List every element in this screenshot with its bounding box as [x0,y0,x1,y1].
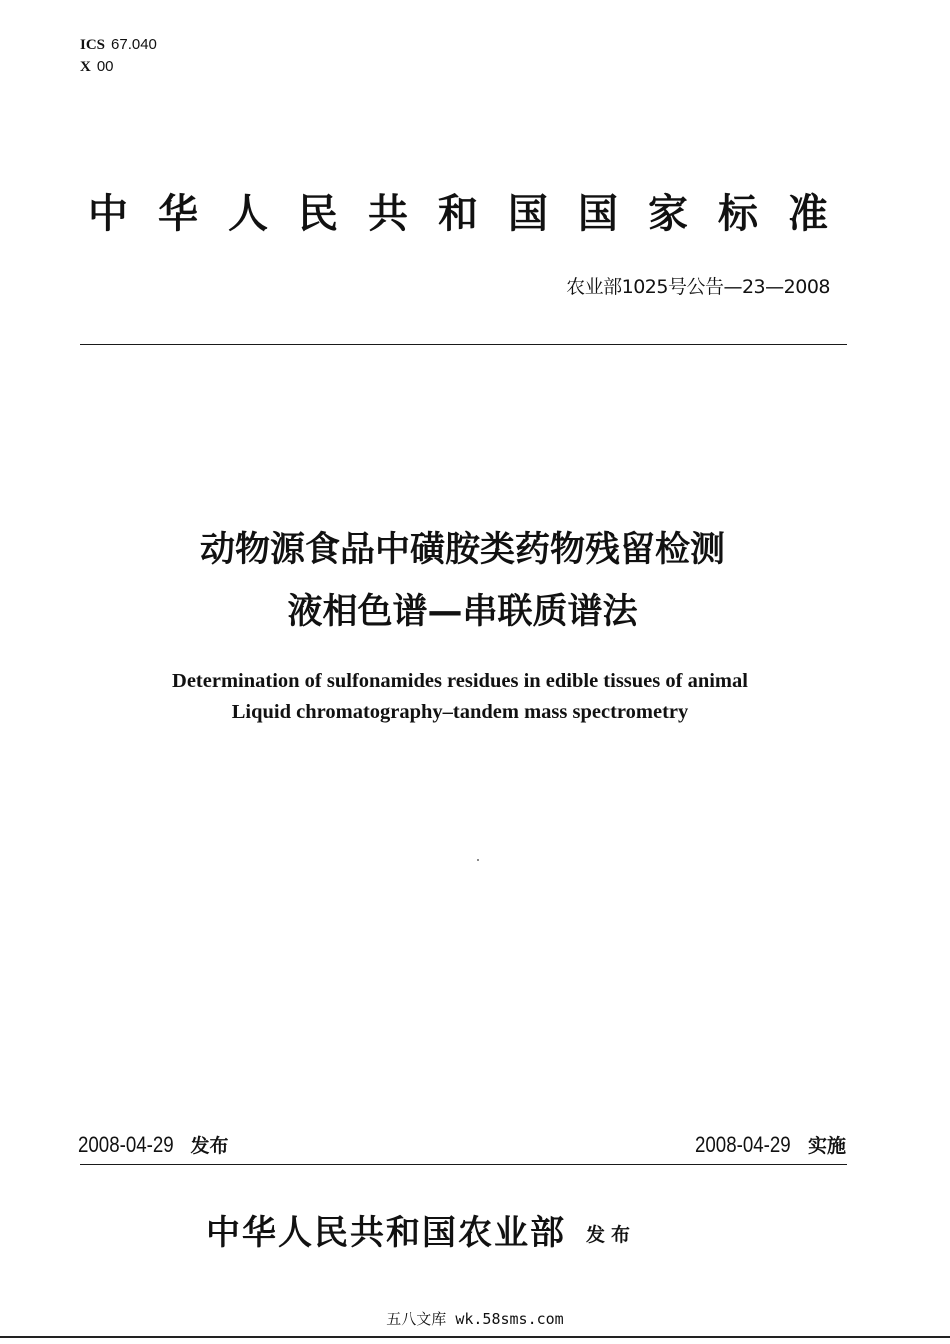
issuer-block [206,1205,636,1254]
issue-date-block [78,1130,229,1161]
ics-label: ICS [80,37,106,53]
classification-codes [80,34,157,78]
class-code-row [80,56,157,78]
implement-label: 实施 [807,1135,846,1157]
standard-number: 农业部1025号公告—23—2008 [566,276,830,298]
footer-watermark: 五八文库 wk.58sms.com [386,1310,564,1328]
issue-date: 2008-04-29 [78,1132,174,1157]
title-english-line-1: Determination of sulfonamides residues in edible tissues of animal [172,670,748,692]
scan-speck [477,859,479,861]
class-label: X [80,59,91,75]
issuer-action: 发布 [586,1224,637,1246]
bottom-divider [80,1164,847,1165]
title-english-line-2: Liquid chromatography–tandem mass spectrometry [231,701,689,723]
issue-label: 发布 [190,1135,229,1157]
implement-date: 2008-04-29 [695,1132,792,1157]
issuer-name: 中华人民共和国农业部 [206,1213,566,1253]
footer-line [0,1336,950,1338]
ics-code-row [80,34,157,56]
top-divider [80,344,847,345]
implement-date-block [695,1130,846,1161]
national-standard-heading: 中华人民共和国国家标准 [88,191,858,237]
class-value: 00 [96,58,114,75]
title-chinese-line-2: 液相色谱—串联质谱法 [287,592,638,632]
title-chinese-line-1: 动物源食品中磺胺类药物残留检测 [199,530,725,570]
ics-value: 67.040 [111,36,157,53]
